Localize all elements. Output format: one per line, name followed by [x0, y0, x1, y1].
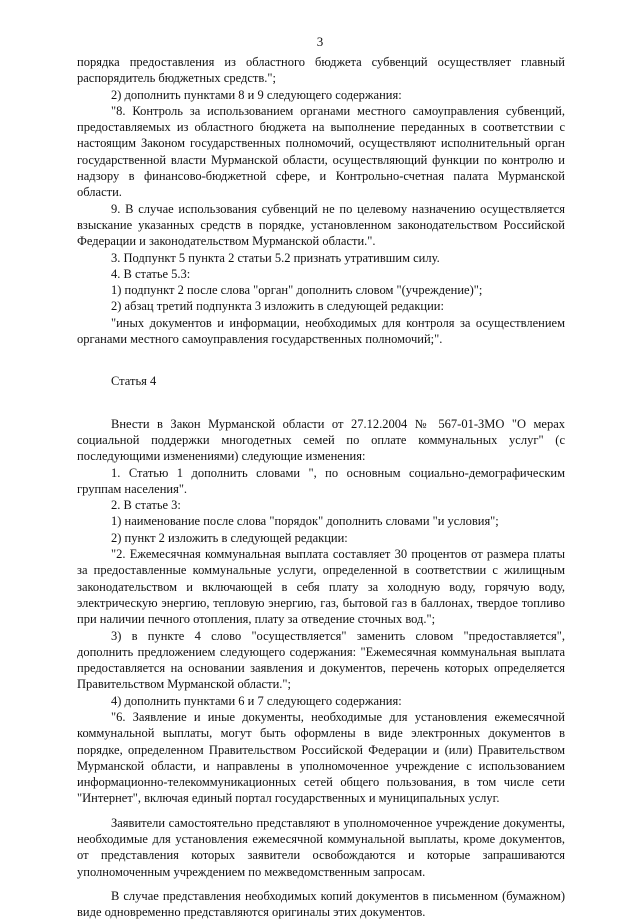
article-heading: Статья 4: [111, 374, 157, 389]
paragraph: 1. Статью 1 дополнить словами ", по основным социально-демографическим группам населения".: [77, 465, 565, 496]
paragraph: 9. В случае использования субвенций не по целевому назначению осуществляется взыскание указанных средств в порядке, установленном законодательством Российской Федерации и законодательством Мурманской области.".: [77, 201, 565, 249]
paragraph: В случае представления необходимых копий документов в письменном (бумажном) виде одновременно представляются оригиналы этих документов.: [77, 888, 565, 920]
paragraph: 2) пункт 2 изложить в следующей редакции:: [111, 530, 348, 545]
paragraph: 2) дополнить пунктами 8 и 9 следующего содержания:: [111, 87, 402, 102]
paragraph: 4. В статье 5.3:: [111, 266, 191, 281]
paragraph: Внести в Закон Мурманской области от 27.12.2004 № 567-01-ЗМО "О мерах социальной поддержки многодетных семей по оплате коммунальных услуг" (с последующими изменениями) следующие изменения:: [77, 416, 565, 464]
paragraph: Заявители самостоятельно представляют в уполномоченное учреждение документы, необходимые для установления ежемесячной коммунальной выплаты, кроме документов, от представления которых заявители освобождаются и которые запрашиваются уполномоченным учреждением по межведомственным запросам.: [77, 815, 565, 879]
paragraph: "6. Заявление и иные документы, необходимые для установления ежемесячной коммунальной выплаты, могут быть оформлены в виде электронных документов в порядке, определенном Правительством Российской Федерации и (или) Правительством Мурманской области, и направлены в уполномоченное учреждение с использованием информационно-телекоммуникационных сетей общего пользования, в том числе сети "Интернет", включая единый портал государственных и муниципальных услуг.: [77, 709, 565, 806]
paragraph: порядка предоставления из областного бюджета субвенций осуществляет главный распорядитель бюджетных средств.";: [77, 55, 565, 86]
paragraph: 3) в пункте 4 слово "осуществляется" заменить словом "предоставляется", дополнить предложением следующего содержания: "Ежемесячная коммунальная выплата предоставляется на основании заявления и документов, перечень которых определяется Правительством Мурманской области.";: [77, 628, 565, 692]
paragraph: 2) абзац третий подпункта 3 изложить в следующей редакции:: [111, 299, 444, 314]
paragraph: 1) подпункт 2 после слова "орган" дополнить словом "(учреждение)";: [111, 283, 483, 298]
paragraph: 1) наименование после слова "порядок" дополнить словами "и условия";: [111, 514, 499, 529]
paragraph: "2. Ежемесячная коммунальная выплата составляет 30 процентов от размера платы за предоставленные коммунальные услуги, определенной в соответствии с жилищным законодательством и включающей в себя плату за холодную воду, горячую воду, электрическую энергию, тепловую энергию, газ, бытовой газ в баллонах, твердое топливо при наличии печного отопления, плату за отведение сточных вод.";: [77, 547, 565, 627]
paragraph: 4) дополнить пунктами 6 и 7 следующего содержания:: [111, 693, 402, 708]
paragraph: "8. Контроль за использованием органами местного самоуправления субвенций, предоставляемых из областного бюджета на выполнение переданных в соответствии с настоящим Законом государственных полномочий, осуществляют исполнительный орган государственной власти Мурманской области, осуществляющий функции по контролю и надзору в финансово-бюджетной сфере, и Контрольно-счетная палата Мурманской области.: [77, 103, 565, 200]
document-body: [77, 54, 565, 921]
paragraph: "иных документов и информации, необходимых для контроля за осуществлением органами местного самоуправления государственных полномочий;".: [77, 315, 565, 347]
paragraph: 2. В статье 3:: [111, 498, 181, 513]
page-number: 3: [316, 34, 324, 49]
paragraph: 3. Подпункт 5 пункта 2 статьи 5.2 признать утратившим силу.: [111, 250, 440, 265]
